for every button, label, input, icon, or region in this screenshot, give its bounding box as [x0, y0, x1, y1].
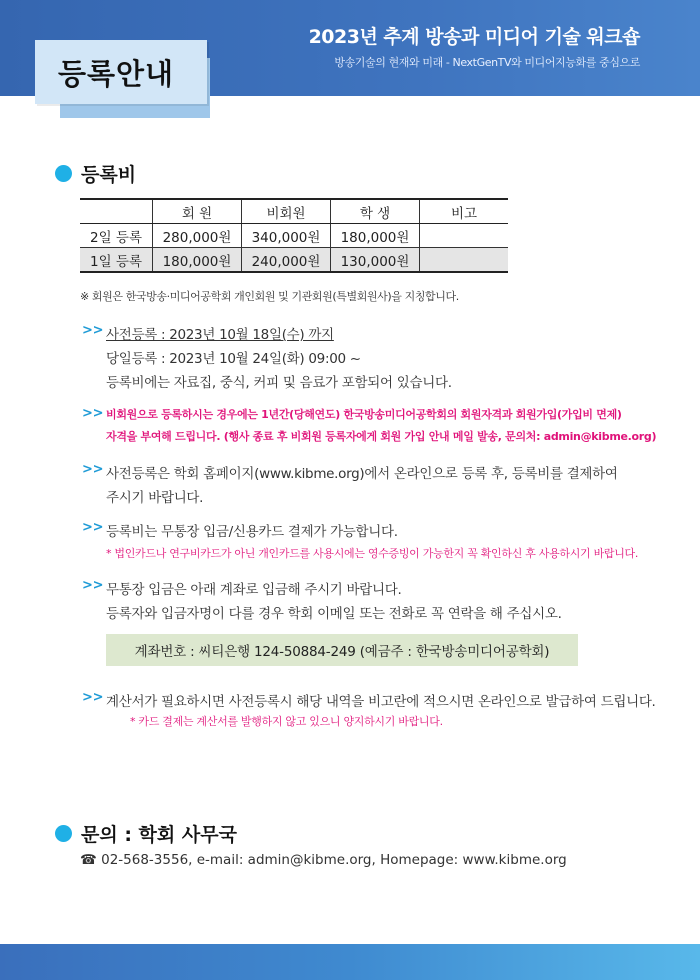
nonmember-line-2: 자격을 부여해 드립니다. (행사 종료 후 비회원 등록자에게 회원 가입 안내 메일 발송, 문의처: admin@kibme.org): [106, 430, 657, 443]
table-row: [80, 224, 508, 248]
nonmember-fee: 240,000원: [242, 248, 331, 273]
transfer-line-1: 무통장 입금은 아래 계좌로 입금해 주시기 바랍니다.: [106, 582, 402, 598]
bullet-marker: >>: [82, 323, 104, 338]
bullet-dot-icon: [55, 165, 72, 182]
workshop-title: 2023년 추계 방송과 미디어 기술 워크숍: [308, 26, 640, 48]
payment-note: * 법인카드나 연구비카드가 아닌 개인카드를 사용시에는 영수증빙이 가능한지 꼭 확인하신 후 사용하시기 바랍니다.: [106, 547, 639, 560]
nonmember-fee: 340,000원: [242, 224, 331, 248]
table-header-student: 학 생: [331, 199, 420, 224]
table-row: [80, 248, 508, 273]
bullet-marker: >>: [82, 462, 104, 477]
invoice-note: * 카드 결제는 계산서를 발행하지 않고 있으니 양지하시기 바랍니다.: [130, 715, 443, 728]
row-note: [420, 248, 509, 273]
bullet-marker: >>: [82, 520, 104, 535]
footer-bar: [0, 944, 700, 980]
pre-registration-deadline: 사전등록 : 2023년 10월 18일(수) 까지: [106, 327, 334, 343]
table-header-nonmember: 비회원: [242, 199, 331, 224]
fees-section-heading: [55, 160, 136, 187]
bank-account-box: 계좌번호 : 씨티은행 124-50884-249 (예금주 : 한국방송미디어공학회): [106, 634, 578, 666]
page-title: 등록안내: [58, 57, 175, 91]
payment-line: 등록비는 무통장 입금/신용카드 결제가 가능합니다.: [106, 524, 398, 540]
invoice-line: 계산서가 필요하시면 사전등록시 해당 내역을 비고란에 적으시면 온라인으로 발급하여 드립니다.: [106, 694, 656, 710]
bullet-marker: >>: [82, 578, 104, 593]
online-line-1: 사전등록은 학회 홈페이지(www.kibme.org)에서 온라인으로 등록 후, 등록비를 결제하여: [106, 466, 618, 482]
bullet-marker: >>: [82, 406, 104, 421]
member-fee: 180,000원: [153, 248, 242, 273]
online-line-2: 주시기 바랍니다.: [106, 490, 204, 506]
member-fee: 280,000원: [153, 224, 242, 248]
onsite-registration: 당일등록 : 2023년 10월 24일(화) 09:00 ~: [106, 351, 361, 367]
table-header-note: 비고: [420, 199, 509, 224]
row-label: 2일 등록: [80, 224, 153, 248]
bullet-marker: >>: [82, 690, 104, 705]
row-label: 1일 등록: [80, 248, 153, 273]
membership-footnote: ※ 회원은 한국방송·미디어공학회 개인회원 및 기관회원(특별회원사)을 지칭합니다.: [80, 290, 459, 303]
bullet-dot-icon: [55, 825, 72, 842]
row-note: [420, 224, 509, 248]
table-header-row: [80, 199, 508, 224]
transfer-line-2: 등록자와 입금자명이 다를 경우 학회 이메일 또는 전화로 꼭 연락을 해 주십시오.: [106, 606, 562, 622]
workshop-subtitle: 방송기술의 현재와 미래 - NextGenTV와 미디어지능화를 중심으로: [334, 56, 640, 69]
student-fee: 130,000원: [331, 248, 420, 273]
contact-details: ☎ 02-568-3556, e-mail: admin@kibme.org, Homepage: www.kibme.org: [80, 852, 567, 868]
fee-includes: 등록비에는 자료집, 중식, 커피 및 음료가 포함되어 있습니다.: [106, 375, 452, 391]
contact-heading: 문의 : 학회 사무국: [81, 824, 237, 846]
fee-table: [80, 198, 508, 273]
table-header-blank: [80, 199, 153, 224]
nonmember-line-1: 비회원으로 등록하시는 경우에는 1년간(당해연도) 한국방송미디어공학회의 회원자격과 회원가입(가입비 면제): [106, 408, 622, 421]
table-header-member: 회 원: [153, 199, 242, 224]
fees-heading: 등록비: [81, 164, 137, 186]
student-fee: 180,000원: [331, 224, 420, 248]
contact-section-heading: [55, 820, 237, 847]
